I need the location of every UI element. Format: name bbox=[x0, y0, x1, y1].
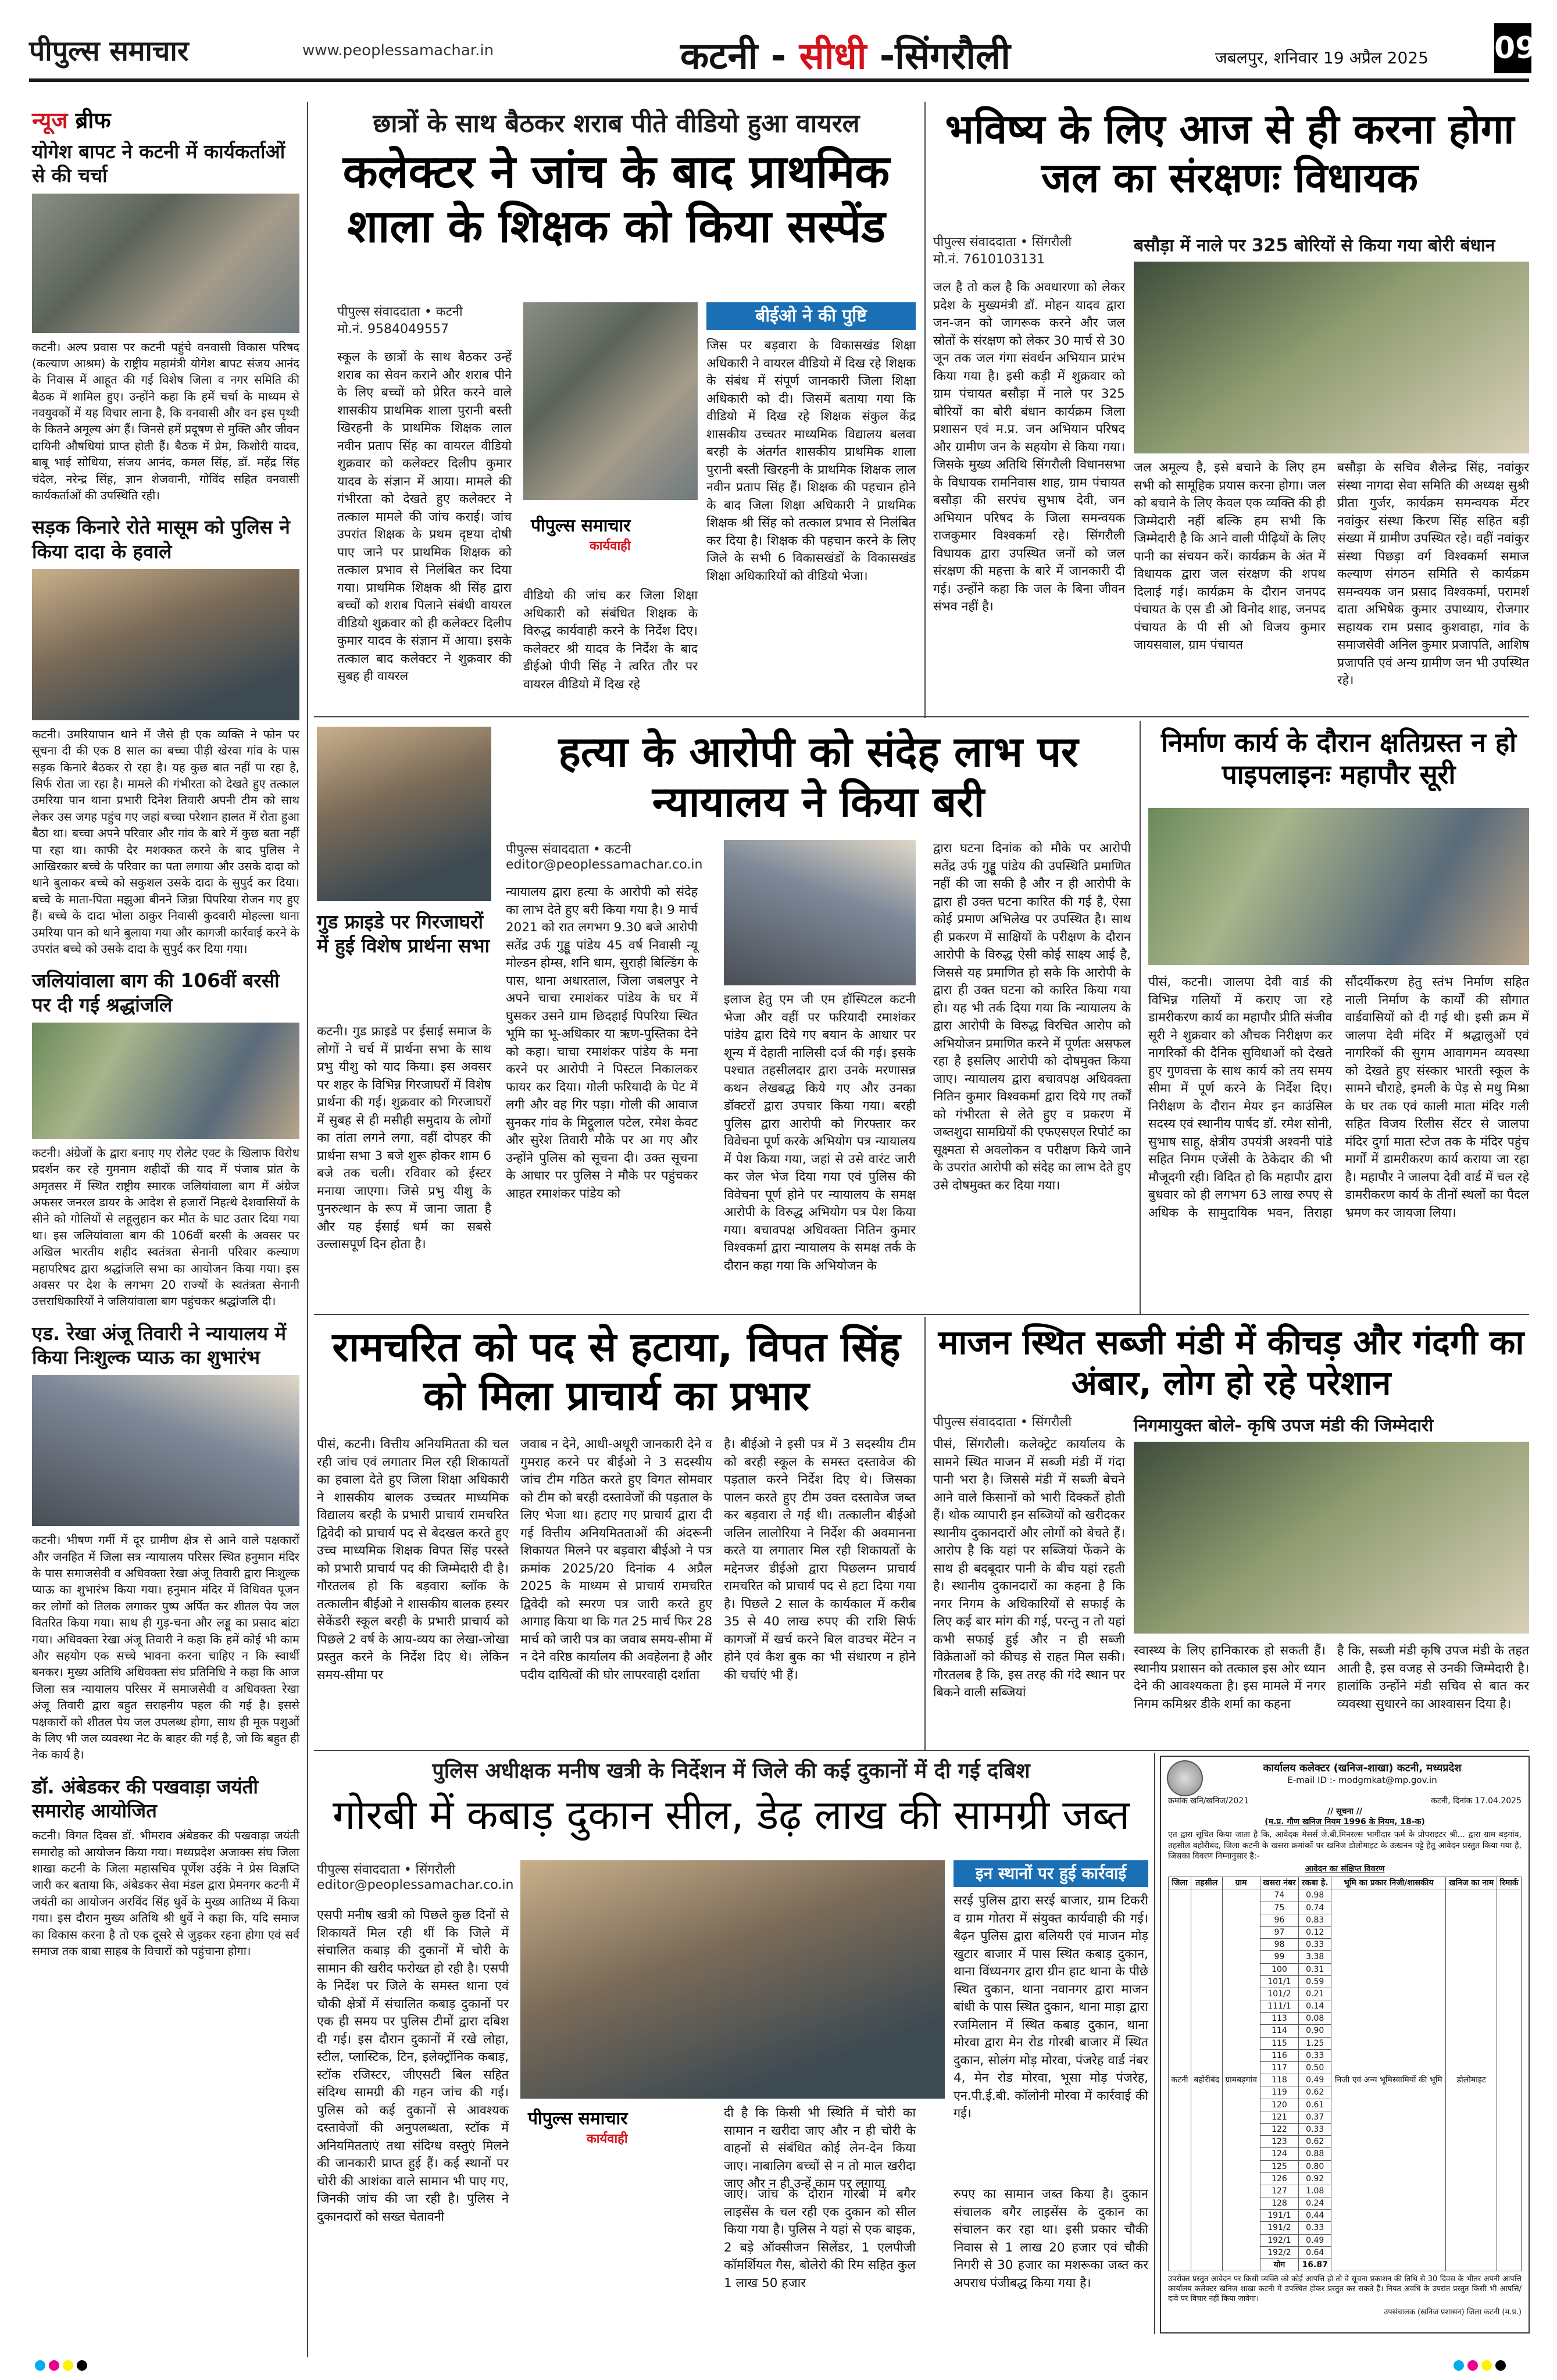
khasra-number: 100 bbox=[1260, 1963, 1299, 1975]
khasra-number: 113 bbox=[1260, 2013, 1299, 2025]
notice-date: कटनी, दिनांक 17.04.2025 bbox=[1431, 1796, 1522, 1806]
khasra-number: 111/1 bbox=[1260, 2000, 1299, 2013]
khasra-number: 192/1 bbox=[1260, 2234, 1299, 2246]
notice-footer: उपरोक्त प्रस्तुत आवेदन पर किसी व्यक्ति को कोई आपत्ति हो तो वे सूचना प्रकाशन की तिथि से 30 दिवस के भीतर अपनी आपत्ति कार्यालय कलेक्टर खनिज शाखा कटनी में उपस्थित होकर प्रस्तुत कर सकते हैं। नियत अवधि के उपरांत प्रस्तुत किसी भी आपत्ति/दावे पर विचार नहीं किया जावेगा। bbox=[1168, 2275, 1522, 2303]
story5-col2: जवाब न देने, आधी-अधूरी जानकारी देने व गुमराह करने पर बीईओ ने 3 सदस्यीय जांच टीम गठित करते हुए विगत सोमवार को टीम को बरही दस्तावेजों की पड़ताल के लिए भेजा था। हटाए गए प्राचार्य द्वारा दी गई वित्तीय अनियमितताओं की अंदरूनी शिकायत मिलने पर बड़वारा बीईओ ने पत्र क्रमांक 2025/20 दिनांक 4 अप्रैल 2025 के माध्यम से प्राचार्य रामचरित द्विवेदी को स्मरण पत्र जारी करते हुए आगाह किया था कि गत 25 मार्च फिर 28 मार्च को जारी पत्र का जवाब समय-सीमा में न देने वरिष्ठ कार्यालय की अवहेलना है और पदीय दायित्वों की घोर लापरवाही दर्शाता bbox=[520, 1437, 712, 1682]
column-rule bbox=[924, 102, 926, 718]
notice-table-row bbox=[1169, 1889, 1522, 1902]
brief-headline: एड. रेखा अंजू तिवारी ने न्यायालय में किया निःशुल्क प्याऊ का शुभारंभ bbox=[32, 1321, 287, 1369]
area-hectare: 0.83 bbox=[1299, 1914, 1331, 1926]
story7-col5: रुपए का सामान जब्त किया है। दुकान संचालक बगैर लाइसेंस के दुकान का संचालन कर रहा था। इसी प्रकार चौकी निवास से 1 लाख 20 हजार एवं चौकी निगरी से 30 हजार का मशरूका जब्त कर अपराध पंजीबद्ध किया गया है। bbox=[954, 2187, 1148, 2290]
area-hectare: 0.88 bbox=[1299, 2148, 1331, 2160]
area-hectare: 1.08 bbox=[1299, 2185, 1331, 2197]
brief-headline: जलियांवाला बाग की 106वीं बरसी पर दी गई श्रद्धांजलि bbox=[32, 969, 280, 1016]
khasra-number: 191/1 bbox=[1260, 2210, 1299, 2222]
area-hectare: 0.12 bbox=[1299, 1926, 1331, 1938]
page-number: 09 bbox=[1494, 23, 1531, 73]
khasra-number: 75 bbox=[1260, 1902, 1299, 1914]
story2-col1: जल है तो कल है कि अवधारणा को लेकर प्रदेश के मुख्यमंत्री डॉ. मोहन यादव द्वारा जन-जन को जागरूक करने और जल स्रोतों के संरक्षण को लेकर 30 मार्च से 30 जून तक जल गंगा संवर्धन अभियान प्रारंभ किया गया है। इसी कड़ी में शुक्रवार को ग्राम पंचायत बसौड़ा में नाले पर 325 बोरियों का बोरी बंधान कार्यक्रम जिला प्रशासन एवं म.प्र. जन अभियान परिषद और ग्रामीण जन के सहयोग से किया गया। जिसके मुख्य अतिथि सिंगरौली विधानसभा के विधायक रामनिवास शाह, ग्राम पंचायत बसौड़ा की सरपंच सुभाष देवी, जन अभियान परिषद के जिला समन्वयक राजकुमार विश्वकर्मा रहे। सिंगरौली विधायक द्वारा उपस्थित जनों को जल संरक्षण की महत्ता के बारे में जानकारी दी गई। उन्होंने कहा कि जल के बिना जीवन संभव नहीं है। bbox=[933, 280, 1125, 614]
story4-body: पीसं, कटनी। जालपा देवी वार्ड की विभिन्न गलियों में कराए जा रहे डामरीकरण कार्य का महापौर प्रीति संजीव सूरी ने शुक्रवार को औचक निरीक्षण कर नागरिकों की दैनिक सुविधाओं को देखते हुए गुणवत्ता के साथ कार्य को तय समय सीमा में पूर्ण करने के निर्देश दिए। निरीक्षण के दौरान मेयर इन काउंसिल सदस्य एवं स्थानीय पार्षद डॉ. रमेश सोनी, सुभाष साहू, क्षेत्रीय उपयंत्री अश्वनी पांडे सहित निगम एजेंसी के ठेकेदार की भी मौजूदगी रही। विदित हो कि महापौर द्वारा बुधवार को ही लगभग 63 लाख रुपए से अधिक के सामुदायिक भवन, तिराहा सौंदर्यीकरण हेतु स्तंभ निर्माण सहित नाली निर्माण के कार्यों की सौगात वार्डवासियों को दी गई थी। इसी क्रम में जालपा देवी मंदिर में श्रद्धालुओं एवं नागरिकों की सुगम आवागमन व्यवस्था को देखते हुए संस्कार भारती स्कूल के सामने चौराहे, इमली के पेड़ से मधु मिश्रा के घर तक एवं काली माता मंदिर गली सहित विजय रिलीस सेंटर से जालपा मंदिर दुर्गा माता स्टेज तक के मंदिर पहुंच मार्गों में डामरीकरण कार्य कराया जा रहा है। महापौर ने जालपा देवी वार्ड में चल रहे डामरीकरण कार्य के तीनों स्थलों का पैदल भ्रमण कर जायजा लिया। bbox=[1148, 975, 1529, 1220]
area-hectare: 0.49 bbox=[1299, 2074, 1331, 2086]
story7-box-label: इन स्थानों पर हुई कार्रवाई bbox=[954, 1860, 1148, 1887]
notice-district: कटनी bbox=[1169, 1889, 1191, 2271]
story1-col3: जिस पर बड़वारा के विकासखंड शिक्षा अधिकारी ने वायरल वीडियो में दिख रहे शिक्षक के संबंध में संपूर्ण जानकारी जिला शिक्षा अधिकारी को दी। जिसमें बताया गया कि वीडियो में दिख रहे शिक्षक संकुल केंद्र शासकीय उच्चतर माध्यमिक विद्यालय बलवा बरही के अंतर्गत शासकीय प्राथमिक शाला पुरानी बस्ती खिरहनी के प्राथमिक शिक्षक लाल नवीन प्रताप सिंह हैं। शिक्षक की पहचान होने के बाद जिला शिक्षा अधिकारी ने प्राथमिक शिक्षक श्री सिंह को तत्काल प्रभाव से निलंबित कर दिया है। शिक्षक की पहचान करने के लिए जिले के सभी 6 विकासखंडों के विकासखंड शिक्षा अधिकारियों को वीडियो भेजा। bbox=[706, 338, 916, 584]
story1-byline: पीपुल्स संवाददाता • कटनी bbox=[337, 305, 463, 319]
notice-heading: // सूचना // bbox=[1327, 1807, 1362, 1817]
story7-byline: पीपुल्स संवाददाता • सिंगरौली bbox=[317, 1863, 456, 1877]
area-hectare: 0.62 bbox=[1299, 2086, 1331, 2099]
edition-title bbox=[680, 29, 1010, 80]
story2-headline: भविष्य के लिए आज से ही करना होगा जल का संरक्षणः विधायक bbox=[945, 105, 1515, 202]
story6-photo bbox=[1134, 1442, 1529, 1634]
area-hectare: 0.08 bbox=[1299, 2013, 1331, 2025]
khasra-number: 123 bbox=[1260, 2136, 1299, 2148]
brief-body: कटनी। विगत दिवस डॉ. भीमराव अंबेडकर की पखवाड़ा जयंती समारोह को आयोजन किया गया। मध्यप्रदेश अजाक्स संघ जिला शाखा कटनी के जिला महासचिव पूर्णेश उईके ने प्रेस विज्ञप्ति जारी कर बताया कि, अंबेडकर सेवा मंडल द्वारा प्रेमनगर कटनी में जयंती का आयोजन अरविंद सिंह धुर्वे के मुख्य आतिथ्य में किया गया। इस दौरान मुख्य अतिथि श्री धुर्वे ने कहा कि, यदि समाज का विकास करना है तो एक दूसरे से जुड़कर रहना होगा एवं सर्व समाज तक बाबा साहब के विचारों को पहुंचाना होगा। bbox=[32, 1828, 299, 1958]
edition-sidhi: सीधी bbox=[799, 35, 867, 78]
brief-body: कटनी। अल्प प्रवास पर कटनी पहुंचे वनवासी विकास परिषद (कल्याण आश्रम) के राष्ट्रीय महामंत्री योगेश बापट संजय आनंद के निवास में आहूत की गई विशेष जिला व नगर समिति की बैठक में शामिल हुए। उन्होंने कहा कि हमें चर्चा के माध्यम से नवयुवकों में यह विचार लाना है, कि वनवासी और वन इस पृथ्वी के कितने अमूल्य अंग हैं। जिनसे हमें प्रदूषण से मुक्ति और जीवन दायिनी औषधियां प्राप्त होती हैं। बैठक में प्रेम, किशोरी यादव, बाबू भाई सोधिया, संजय आनंद, कमल सिंह, डॉ. महेंद्र सिंह चंदेल, नरेन्द्र सिंह, ज्ञान शेजवानी, गोविंद सहित वनवासी कार्यकर्ताओं की उपस्थिति रही। bbox=[32, 340, 299, 503]
notice-col-header: ग्राम bbox=[1222, 1877, 1260, 1889]
story4-photo bbox=[1148, 808, 1529, 965]
khasra-number: 119 bbox=[1260, 2086, 1299, 2099]
khasra-number: 101/1 bbox=[1260, 1975, 1299, 1988]
story1-headline: कलेक्टर ने जांच के बाद प्राथमिक शाला के शिक्षक को किया सस्पेंड bbox=[342, 146, 890, 253]
notice-land: निजी एवं अन्य भूमिस्वामियों की भूमि bbox=[1331, 1889, 1446, 2271]
area-hectare: 0.62 bbox=[1299, 2136, 1331, 2148]
area-hectare: 0.24 bbox=[1299, 2197, 1331, 2210]
story6-subhead: निगमायुक्त बोले- कृषि उपज मंडी की जिम्मेदारी bbox=[1134, 1416, 1434, 1436]
print-registration-marks bbox=[35, 2360, 91, 2372]
story7-kicker: पुलिस अधीक्षक मनीष खत्री के निर्देशन में जिले की कई दुकानों में दी गई दबिश bbox=[432, 1759, 1030, 1783]
notice-mineral: डोलोमाइट bbox=[1446, 1889, 1497, 2271]
notice-col-header: रिमार्क bbox=[1497, 1877, 1522, 1889]
notice-signature: उपसंचालक (खनिज प्रशासन) जिला कटनी (म.प्र.) bbox=[1384, 2307, 1522, 2317]
brief-body: कटनी। उमरियापान थाने में जैसे ही एक व्यक्ति ने फोन पर सूचना दी की एक 8 साल का बच्चा पीड़ी खेरवा गांव के पास सड़क किनारे बैठकर रो रहा है। यह कुछ बात नहीं पा रहा है, सिर्फ रोता जा रहा है। मामले की गंभीरता को देखते हुए तत्काल उमरिया पान थाना प्रभारी दिनेश तिवारी अपनी टीम को साथ लेकर उस जगह पहुंच गए जहां बच्चा परेशान हालत में रोता हुआ बैठा था। बच्चा अपने परिवार और गांव के बारे में कुछ बता नहीं पा रहा था। काफी देर मशक्कत करने के बाद पुलिस ने आखिरकार बच्चे के परिवार का पता लगाया और उसके दादा को थाने बुलाकर बच्चे को सकुशल उसके दादा के सुपुर्द कर दिया। बच्चे के माता-पिता मझुआ बीनने जिन्ना पिपरिया रोजन गए हुए हैं। बच्चे के दादा भोला ठाकुर निवासी कुदवारी मोहल्ला थाना उमरिया पान को थाने बुलाया गया और कागजी कार्रवाई करने के उपरांत बच्चे को उसके दादा के सुपुर्द कर दिया गया। bbox=[32, 727, 299, 956]
area-hectare: 0.14 bbox=[1299, 2000, 1331, 2013]
area-hectare: 0.33 bbox=[1299, 2049, 1331, 2061]
notice-table bbox=[1168, 1877, 1522, 2271]
story2-photo bbox=[1134, 262, 1529, 453]
brief-body: कटनी। भीषण गर्मी में दूर ग्रामीण क्षेत्र से आने वाले पक्षकारों और जनहित में जिला सत्र न्यायालय परिसर स्थित हनुमान मंदिर के पास समाजसेवी व अधिवक्ता रेखा अंजू तिवारी द्वारा निःशुल्क प्याऊ का शुभारंभ किया गया। हनुमान मंदिर में विधिवत पूजन कर लोगों को तिलक लगाकर पुष्प अर्पित कर शीतल पेय जल वितरित किया गया। साथ ही गुड़-चना और लड्डू का प्रसाद बांटा गया। अधिवक्ता रेखा अंजू तिवारी ने कहा कि हमें कोई भी काम और सहयोग एक सच्चे भावना करना चाहिए न कि स्वार्थी बनकर। मुख्य अतिथि अधिवक्ता संघ प्रतिनिधि ने कहा कि आज जिला सत्र न्यायालय परिसर में समाजसेवी व अधिवक्ता रेखा अंजू तिवारी द्वारा बहुत सराहनीय पहल की गई है। इससे पक्षकारों को शीतल पेय जल उपलब्ध होगा, साथ ही मूक पशुओं के लिए भी जल व्यवस्था नेट के बाहर की गई है, जो कि बहुत ही नेक कार्य है। bbox=[32, 1533, 299, 1762]
notice-tehsil: बहोरीबंद bbox=[1191, 1889, 1222, 2271]
notice-title: कार्यालय कलेक्टर (खनिज-शाखा) कटनी, मध्यप्रदेश bbox=[1263, 1762, 1462, 1774]
edition-singrauli: -सिंगरौली bbox=[866, 35, 1010, 78]
area-hectare: 0.90 bbox=[1299, 2025, 1331, 2037]
story3-email[interactable]: editor@peoplessamachar.co.in bbox=[506, 857, 703, 872]
story7-col4: जाए। जांच के दौरान गोरबी में बगैर लाइसेंस के चल रही एक दुकान को सील किया गया है। पुलिस ने यहां से एक बाइक, 2 बड़े ऑक्सीजन सिलेंडर, 1 एलपीजी कॉमर्शियल गैस, बोलेरो की रिम सहित कुल 1 लाख 50 हजार bbox=[724, 2187, 916, 2290]
story3-byline: पीपुल्स संवाददाता • कटनी bbox=[506, 842, 631, 857]
brief-photo bbox=[32, 1023, 299, 1139]
story5-col1: पीसं, कटनी। वित्तीय अनियमितता की चल रही जांच एवं लगातार मिल रही शिकायतों का हवाला देते हुए जिला शिक्षा अधिकारी ने शासकीय बालक उच्चतर माध्यमिक विद्यालय बरही के प्रभारी प्राचार्य रामचरित द्विवेदी को प्राचार्य पद से बेदखल करते हुए उच्च माध्यमिक शिक्षक विपत सिंह परस्ते को प्रभारी प्राचार्य पद की जिम्मेदारी दी है। गौरतलब हो कि बड़वारा ब्लॉक के तत्कालीन बीईओ ने शासकीय बालक हस्यर सेकेंडरी स्कूल बरही के प्रभारी प्राचार्य को पिछले 2 वर्ष के आय-व्यय का लेखा-जोखा प्रस्तुत करने के निर्देश दिए थे। लेकिन समय-सीमा पर bbox=[317, 1437, 509, 1682]
story6-col1: पीसं, सिंगरौली। कलेक्ट्रेट कार्यालय के सामने स्थित माजन में सब्जी मंडी में गंदा पानी भरा है। जिससे मंडी में सब्जी बेचने आने वाले किसानों को भारी दिक्कतें होती हैं। थोक व्यापारी इन सब्जियों को खरीदकर स्थानीय दुकानदारों और लोगों को बेचते हैं। आरोप है कि यहां पर सब्जियां फेंकने के साथ ही बदबूदार पानी के बीच यहां रहती है। स्थानीय दुकानदारों का कहना है कि नगर निगम के अधिकारियों से सफाई के लिए कई बार मांग की गई, परन्तु न तो यहां कभी सफाई हुई और न ही सब्जी विक्रेताओं को कीचड़ से राहत मिल सकी। गौरतलब है कि, इस तरह की गंदे स्थान पर बिकने वाली सब्जियां bbox=[933, 1437, 1125, 1700]
khasra-number: 116 bbox=[1260, 2049, 1299, 2061]
story3-headline: हत्या के आरोपी को संदेह लाभ पर न्यायालय ने किया बरी bbox=[558, 727, 1079, 827]
khasra-number: 118 bbox=[1260, 2074, 1299, 2086]
story6-byline: पीपुल्स संवाददाता • सिंगरौली bbox=[933, 1415, 1072, 1430]
area-hectare: 0.33 bbox=[1299, 1939, 1331, 1951]
story1-photo bbox=[523, 302, 698, 500]
story2-subhead: बसौड़ा में नाले पर 325 बोरियों से किया गया बोरी बंधान bbox=[1134, 235, 1495, 256]
notice-remark bbox=[1497, 1889, 1522, 2271]
brief-body: कटनी। अंग्रेजों के द्वारा बनाए गए रोलेट एक्ट के खिलाफ विरोध प्रदर्शन कर रहे गुमनाम शहीदों की याद में पंजाब प्रांत के अमृतसर में स्थित राष्ट्रीय स्मारक जलियांवाला बाग में अंग्रेज अफसर जनरल डायर के आदेश से हजारों निहत्थे देशवासियों के सीने को गोलियों से लहूलुहान कर मौत के घाट उतार दिया गया था। इस जलियांवाला बाग की 106वीं बरसी के अवसर पर अखिल भारतीय शहीद स्वतंत्रता सेनानी परिवार कल्याण महापरिषद द्वारा श्रद्धांजलि सभा का आयोजन किया गया। इस अवसर पर देश के लगभग 20 राज्यों के स्वतंत्रता सेनानी उत्तराधिकारियों ने जलियांवाला बाग पहुंचकर श्रद्धांजलि दी। bbox=[32, 1145, 299, 1309]
khasra-number: 99 bbox=[1260, 1951, 1299, 1963]
good-friday-body: कटनी। गुड फ्राइडे पर ईसाई समाज के लोगों ने चर्च में प्रार्थना सभा के साथ प्रभु यीशु को याद किया। इस अवसर पर शहर के विभिन्न गिरजाघरों में विशेष प्रार्थना की गई। शुक्रवार को गिरजाघरों में सुबह से ही मसीही समुदाय के लोगों का तांता लगने लगा, वहीं दोपहर की प्रार्थना सभा 3 बजे शुरू होकर शाम 6 बजे तक चली। रविवार को ईस्टर मनाया जाएगा। जिसे प्रभु यीशु के पुनरुत्थान के रूप में जाना जाता है और यह ईसाई धर्म का सबसे उल्लासपूर्ण दिन होता है। bbox=[317, 1024, 491, 1252]
notice-ref: क्रमांक खनि/खनिज/2021 bbox=[1168, 1796, 1249, 1806]
column-rule bbox=[307, 102, 308, 2357]
brief-headline: सड़क किनारे रोते मासूम को पुलिस ने किया दादा के हवाले bbox=[32, 516, 290, 563]
area-hectare: 3.38 bbox=[1299, 1951, 1331, 1963]
story3-col3: द्वारा घटना दिनांक को मौके पर आरोपी सतेंद्र उर्फ गुड्डू पांडेय की उपस्थिति प्रमाणित नहीं की जा सकी है और न ही आरोपी के द्वारा ही उक्त घटना कारित की गई है, ऐसा कोई प्रमाण अभिलेख पर उपस्थित है। साथ ही प्रकरण में साक्षियों के परीक्षण के दौरान आरोपी के विरुद्ध ऐसी कोई साक्ष्य आई है, जिससे यह प्रमाणित हो सके कि आरोपी के द्वारा ही उक्त घटना को कारित किया गया हो। यह भी तर्क दिया गया कि न्यायालय के द्वारा आरोपी के विरुद्ध विरचित आरोप को अभियोजन प्रमाणित करने में पूर्णतः असफल रहा है इसलिए आरोपी को दोषमुक्त किया जाए। न्यायालय द्वारा बचावपक्ष अधिवक्ता नितिन कुमार विश्वकर्मा द्वारा दिये गए तर्कों को गंभीरता से लेते हुए व प्रकरण में जब्तशुदा सामग्रियों की एफएसएल रिपोर्ट का सूक्ष्मता से अवलोकन व परीक्षण किये जाने के उपरांत आरोपी को संदेह का लाभ देते हुए उसे दोषमुक्त कर दिया गया। bbox=[933, 841, 1131, 1193]
area-hectare: 0.50 bbox=[1299, 2062, 1331, 2074]
notice-act: (म.प्र. गौण खनिज नियम 1996 के नियम, 18-क) bbox=[1265, 1817, 1425, 1827]
area-hectare: 1.25 bbox=[1299, 2037, 1331, 2049]
good-friday-photo bbox=[317, 727, 491, 901]
brief-photo bbox=[32, 194, 299, 333]
notice-email[interactable]: E-mail ID :- modgmkat@mp.gov.in bbox=[1287, 1775, 1437, 1786]
khasra-number: 117 bbox=[1260, 2062, 1299, 2074]
court-building-photo bbox=[724, 840, 916, 985]
khasra-number: 114 bbox=[1260, 2025, 1299, 2037]
khasra-number: 192/2 bbox=[1260, 2246, 1299, 2259]
story1-kicker: छात्रों के साथ बैठकर शराब पीते वीडियो हुआ वायरल bbox=[373, 109, 860, 138]
area-hectare: 0.44 bbox=[1299, 2210, 1331, 2222]
area-hectare: 0.59 bbox=[1299, 1975, 1331, 1988]
khasra-number: 122 bbox=[1260, 2123, 1299, 2135]
notice-col-header: खसरा नंबर bbox=[1260, 1877, 1299, 1889]
notice-village: ग्रामबड़गांव bbox=[1222, 1889, 1260, 2271]
area-hectare: 0.33 bbox=[1299, 2222, 1331, 2234]
khasra-number: 127 bbox=[1260, 2185, 1299, 2197]
site-url[interactable]: www.peoplessamachar.in bbox=[302, 42, 494, 59]
khasra-number: 98 bbox=[1260, 1939, 1299, 1951]
area-hectare: 0.31 bbox=[1299, 1963, 1331, 1975]
story7-headline: गोरबी में कबाड़ दुकान सील, डेढ़ लाख की सामग्री जब्त bbox=[332, 1791, 1130, 1839]
khasra-number: 101/2 bbox=[1260, 1988, 1299, 2000]
story3-col1: न्यायालय द्वारा हत्या के आरोपी को संदेह का लाभ देते हुए बरी किया गया है। 9 मार्च 2021 को रात लगभग 9.30 बजे आरोपी सतेंद्र उर्फ गुड्डू पांडेय 45 वर्ष निवासी न्यू मोल्डन होम्स, शनि धाम, सुराही बिल्डिंग के पास, थाना अधारताल, जिला जबलपुर ने अपने चाचा रमाशंकर पांडेय के घर में घुसकर उसने ग्राम छिदहाई पिपरिया स्थित भूमि का भू-अधिकार या ऋण-पुस्तिका देने को कहा। चाचा रमाशंकर पांडेय के मना करने पर आरोपी ने पिस्टल निकालकर फायर कर दिया। गोली फरियादी के पेट में लगी और वह गिर पड़ा। गोली की आवाज सुनकर गांव के मिट्ठूलाल पटेल, रमेश केवट और सुरेश तिवारी मौके पर आ गए और उन्होंने पुलिस को सूचना दी। उक्त सूचना के आधार पर पुलिस ने मौके पर पहुंचकर आहत रमाशंकर पांडेय को bbox=[506, 885, 698, 1201]
notice-total-value: 16.87 bbox=[1299, 2259, 1331, 2271]
column-rule bbox=[1140, 721, 1141, 1314]
paper-logo-stamp: पीपुल्स समाचार कार्यवाही bbox=[526, 512, 635, 555]
brief-photo bbox=[32, 569, 299, 720]
story2-mobile: मो.नं. 7610103131 bbox=[933, 252, 1045, 267]
khasra-number: 128 bbox=[1260, 2197, 1299, 2210]
print-registration-marks bbox=[1454, 2360, 1509, 2372]
section-rule bbox=[314, 1750, 1529, 1751]
notice-table-title: आवेदन का संक्षिप्त विवरण bbox=[1305, 1864, 1385, 1874]
story5-col3: है। बीईओ ने इसी पत्र में 3 सदस्यीय टीम को बरही स्कूल के समस्त दस्तावेज की पड़ताल करने निर्देश दिए थे। जिसका पालन करते हुए टीम उक्त दस्तावेज जब्त कर बड़वारा ले गई थी। तत्कालीन बीईओ जलिन लालोरिया ने निर्देश की अवमानना करते या लगातार मिल रही शिकायतों के मद्देनजर डीईओ द्वारा पिछलग्न प्राचार्य रामचरित को प्राचार्य पद से हटा दिया गया है। पिछले 2 साल के कार्यकाल में करीब 35 से 40 लाख रुपए की राशि सिर्फ कागजों में खर्च करने बिल वाउचर मेंटेन न होने एवं कैश बुक का भी संधारण न होने की चर्चाएं भी हैं। bbox=[724, 1437, 916, 1682]
khasra-number: 120 bbox=[1260, 2099, 1299, 2111]
mining-notice bbox=[1160, 1756, 1530, 2333]
notice-col-header: भूमि का प्रकार निजी/शासकीय bbox=[1331, 1877, 1446, 1889]
brief-photo bbox=[32, 1375, 299, 1526]
story7-byline-block bbox=[317, 1860, 514, 1892]
story6-col3: है कि, सब्जी मंडी कृषि उपज मंडी के तहत आती है, इस वजह से उनकी जिम्मेदारी है। हालांकि उन्होंने मंडी सचिव से बात कर व्यवस्था सुधारने का आश्वासन दिया है। bbox=[1337, 1643, 1529, 1711]
story2-byline-block bbox=[933, 233, 1125, 267]
area-hectare: 0.98 bbox=[1299, 1889, 1331, 1902]
khasra-number: 124 bbox=[1260, 2148, 1299, 2160]
brief-headline: योगेश बापट ने कटनी में कार्यकर्ताओं से की चर्चा bbox=[32, 140, 285, 187]
story2-col3: बसौड़ा के सचिव शैलेन्द्र सिंह, नवांकुर संस्था नागदा सेवा समिति की अध्यक्ष सुश्री प्रीता गुर्जर, कार्यक्रम समन्वयक मेंटर नवांकुर संस्था किरण सिंह सहित बड़ी संख्या में ग्रामीण उपस्थित रहे। वहीं नवांकुर संस्था पिछड़ा वर्ग विश्वकर्मा समाज कल्याण संगठन समिति से कार्यक्रम समन्वयक जन प्रसाद विश्वकर्मा, परामर्श दाता अभिषेक कुमार उपाध्याय, रोजगार सहायक राम प्रसाद कुशवाहा, गांव के समाजसेवी अनिल कुमार प्रजापति, आशिष प्रजापति एवं अन्य ग्रामीण जन भी उपस्थित रहे। bbox=[1337, 460, 1529, 688]
column-rule bbox=[1154, 1753, 1155, 2334]
khasra-number: 125 bbox=[1260, 2160, 1299, 2172]
story4-headline: निर्माण कार्य के दौरान क्षतिग्रस्त न हो पाइपलाइनः महापौर सूरी bbox=[1160, 727, 1517, 791]
notice-intro: एत द्वारा सूचित किया जाता है कि, आवेदक मेसर्स जे.बी.मिनरल्स भागीदार फर्म के प्रोपराइटर श्री... द्वारा ग्राम बड़गांव, तहसील बहोरीबंद, जिला कटनी के खसरा क्रमांकों पर खनिज डोलोमाइट के उत्खनन पट्टे हेतु आवेदन प्रस्तुत किया गया है, जिसका विवरण निम्नानुसार है:- bbox=[1168, 1830, 1522, 1861]
khasra-number: 115 bbox=[1260, 2037, 1299, 2049]
story3-byline-block bbox=[506, 840, 703, 872]
column-rule bbox=[924, 1317, 926, 1750]
khasra-number: 121 bbox=[1260, 2111, 1299, 2123]
story1-box-label: बीईओ ने की पुष्टि bbox=[706, 302, 916, 330]
news-brief-column bbox=[32, 105, 299, 1959]
story1-byline-block bbox=[337, 302, 512, 337]
area-hectare: 0.80 bbox=[1299, 2160, 1331, 2172]
story3-col2: इलाज हेतु एम जी एम हॉस्पिटल कटनी भेजा और वहीं पर फरियादी रमाशंकर पांडेय द्वारा दिये गए बयान के आधार पर शून्य में देहाती नालिसी दर्ज की गई। इसके पश्चात तहसीलदार द्वारा उनके मरणासन्न कथन लेखबद्ध किये गए और उनका डॉक्टरों द्वारा उपचार किया गया। बरही पुलिस द्वारा आरोपी को गिरफ्तार कर विवेचना पूर्ण करके अभियोग पत्र न्यायालय में पेश किया गया, जहां से उसे वारंट जारी कर जेल भेज दिया गया एवं पुलिस की विवेचना पूर्ण होने पर न्यायालय के समक्ष आरोपी के विरुद्ध अभियोग पत्र पेश किया गया। बचावपक्ष अधिवक्ता नितिन कुमार विश्वकर्मा द्वारा न्यायालय के समक्ष तर्क के दौरान कहा गया कि अभियोजन के bbox=[724, 992, 916, 1273]
area-hectare: 0.33 bbox=[1299, 2123, 1331, 2135]
story6-headline: माजन स्थित सब्जी मंडी में कीचड़ और गंदगी का अंबार, लोग हो रहे परेशान bbox=[938, 1323, 1524, 1403]
area-hectare: 0.21 bbox=[1299, 1988, 1331, 2000]
khasra-number: 126 bbox=[1260, 2172, 1299, 2185]
news-brief-tag: न्यूज ब्रीफ bbox=[32, 108, 111, 133]
khasra-number: 74 bbox=[1260, 1889, 1299, 1902]
story1-mobile: मो.नं. 9584049557 bbox=[337, 322, 449, 337]
story2-col2: जल अमूल्य है, इसे बचाने के लिए हम सभी को सामूहिक प्रयास करना होगा। जल को बचाने के लिए केवल एक व्यक्ति की ही जिम्मेदारी नहीं बल्कि हम सभी कि जिम्मेदारी है कि आने वाली पीढ़ियों के लिए पानी का संचयन करें। कार्यक्रम के अंत में विधायक द्वारा जल संरक्षण की शपथ दिलाई गई। कार्यक्रम के दौरान जनपद पंचायत के एस डी ओ विनोद शाह, जनपद पंचायत के पी सी ओ विजय कुमार जायसवाल, ग्राम पंचायत bbox=[1134, 460, 1326, 653]
notice-col-header: तहसील bbox=[1191, 1877, 1222, 1889]
brand-logo: पीपुल्स समाचार bbox=[29, 35, 189, 67]
notice-total-label: योग bbox=[1260, 2259, 1299, 2271]
khasra-number: 96 bbox=[1260, 1914, 1299, 1926]
story7-email[interactable]: editor@peoplessamachar.co.in bbox=[317, 1878, 514, 1892]
story1-col2: वीडियो की जांच कर जिला शिक्षा अधिकारी को संबंधित शिक्षक के विरुद्ध कार्यवाही करने के निर्देश दिए। कलेक्टर श्री यादव के निर्देश के बाद डीईओ पीपी सिंह ने त्वरित तौर पर वायरल वीडियो में दिख रहे bbox=[523, 588, 698, 692]
story7-col1: एसपी मनीष खत्री को पिछले कुछ दिनों से शिकायतें मिल रही थीं कि जिले में संचालित कबाड़ की दुकानों में चोरी के सामान की खरीद फरोख्त हो रही है। एसपी के निर्देश पर जिले के समस्त थाना एवं चौकी क्षेत्रों में संचालित कबाड़ दुकानों पर एक ही समय पर पुलिस टीमों द्वारा दबिश दी गई। इस दौरान दुकानों में रखे लोहा, स्टील, प्लास्टिक, टिन, इलेक्ट्रॉनिक कबाड़, स्टॉक रजिस्टर, जीएसटी बिल सहित संदिग्ध सामग्री की गहन जांच की गई। पुलिस को कई दुकानों से आवश्यक दस्तावेजों की अनुपलब्धता, स्टॉक में अनियमितताएं तथा संदिग्ध वस्तुएं मिलने की जानकारी प्राप्त हुई हैं। कई स्थानों पर चोरी की आशंका वाले सामान भी पाए गए, जिनकी जांच की जा रही है। पुलिस ने दुकानदारों को सख्त चेतावनी bbox=[317, 1908, 509, 2224]
area-hectare: 0.92 bbox=[1299, 2172, 1331, 2185]
edition-katni: कटनी - bbox=[680, 35, 799, 78]
story7-col3: सरई पुलिस द्वारा सरई बाजार, ग्राम टिकरी व ग्राम गोतरा में संयुक्त कार्यवाही की गई। बैढ़न पुलिस द्वारा बलियरी एवं माजन मोड़ खुटार बाजार में पास स्थित कबाड़ दुकान, थाना विंध्यनगर द्वारा ग्रीन हाट थाना के पीछे स्थित दुकान, थाना नवानगर द्वारा माजन बांधी के पास स्थित दुकान, थाना माड़ा द्वारा रजमिलान में स्थित कबाड़ दुकान, थाना मोरवा द्वारा मेन रोड गोरबी बाजार में स्थित दुकान, सोलंग मोड़ मोरवा, पंजरेह वार्ड नंबर 4, मेन रोड मोरवा, भूसा मोड़ पंजरेह, एन.पी.ई.बी. कॉलोनी मोरवा में कार्रवाई की गई। bbox=[954, 1893, 1148, 2121]
khasra-number: 97 bbox=[1260, 1926, 1299, 1938]
notice-col-header: खनिज का नाम bbox=[1446, 1877, 1497, 1889]
brief-headline: डॉ. अंबेडकर की पखवाड़ा जयंती समारोह आयोजित bbox=[32, 1775, 258, 1822]
government-emblem-icon bbox=[1167, 1760, 1203, 1796]
khasra-number: 191/2 bbox=[1260, 2222, 1299, 2234]
story2-byline: पीपुल्स संवाददाता • सिंगरौली bbox=[933, 235, 1072, 249]
section-rule bbox=[314, 1314, 1529, 1315]
story1-col1: स्कूल के छात्रों के साथ बैठकर उन्हें शराब का सेवन कराने और शराब पीने के लिए बच्चों को प्रेरित करने वाले शासकीय प्राथमिक शाला पुरानी बस्ती खिरहनी के प्राथमिक शिक्षक लाल नवीन प्रताप सिंह का वायरल वीडियो शुक्रवार को कलेक्टर दिलीप कुमार यादव के संज्ञान में आया। मामले की गंभीरता को देखते हुए कलेक्टर ने तत्काल मामले की जांच कराई। जांच उपरांत शिक्षक के प्रथम दृष्टया दोषी पाए जाने पर प्राथमिक शिक्षक को तत्काल प्रभाव से निलंबित कर दिया गया। प्राथमिक शिक्षक श्री सिंह द्वारा बच्चों को शराब पिलाने संबंधी वायरल वीडियो शुक्रवार को ही कलेक्टर दिलीप कुमार यादव के संज्ञान में आया। इसके तत्काल बाद कलेक्टर ने शुक्रवार की सुबह ही वायरल bbox=[337, 350, 512, 684]
story6-col2: स्वास्थ्य के लिए हानिकारक हो सकती हैं। स्थानीय प्रशासन को तत्काल इस ओर ध्यान देने की आवश्यकता है। इस मामले में नगर निगम कमिश्नर डीके शर्मा का कहना bbox=[1134, 1643, 1326, 1711]
area-hectare: 0.74 bbox=[1299, 1902, 1331, 1914]
story7-photo bbox=[520, 1860, 945, 2099]
section-rule bbox=[314, 716, 1529, 717]
masthead bbox=[29, 23, 1537, 82]
area-hectare: 0.61 bbox=[1299, 2099, 1331, 2111]
paper-logo-stamp: पीपुल्स समाचार कार्यवाही bbox=[523, 2104, 633, 2148]
dateline: जबलपुर, शनिवार 19 अप्रैल 2025 bbox=[1215, 48, 1429, 67]
notice-col-header: रकबा हे. bbox=[1299, 1877, 1331, 1889]
area-hectare: 0.64 bbox=[1299, 2246, 1331, 2259]
area-hectare: 0.37 bbox=[1299, 2111, 1331, 2123]
story5-headline: रामचरित को पद से हटाया, विपत सिंह को मिला प्राचार्य का प्रभार bbox=[332, 1323, 901, 1420]
notice-col-header: जिला bbox=[1169, 1877, 1191, 1889]
area-hectare: 0.49 bbox=[1299, 2234, 1331, 2246]
story7-col2: दी है कि किसी भी स्थिति में चोरी का सामान न खरीदा जाए और न ही चोरी के वाहनों से संबंधित कोई लेन-देन किया जाए। नाबालिग बच्चों से न तो माल खरीदा जाए और न ही उन्हें काम पर लगाया bbox=[724, 2106, 916, 2192]
good-friday-headline: गुड फ्राइडे पर गिरजाघरों में हुई विशेष प्रार्थना सभा bbox=[317, 910, 490, 957]
